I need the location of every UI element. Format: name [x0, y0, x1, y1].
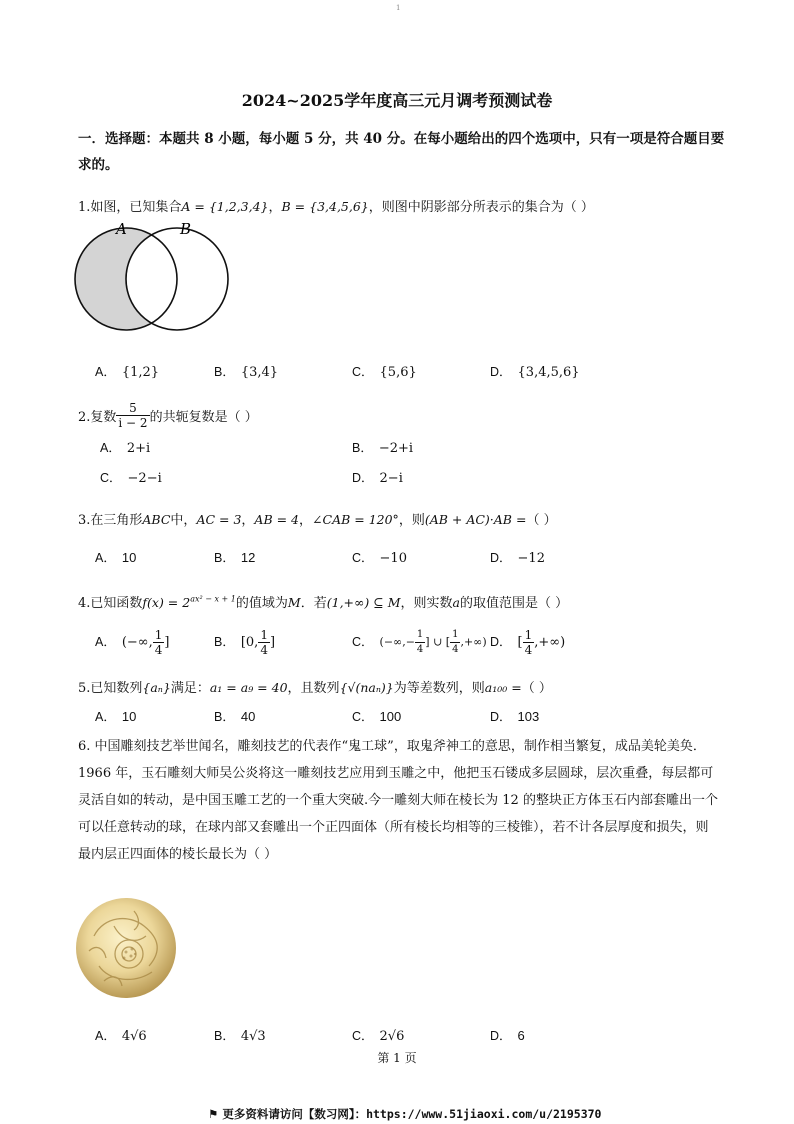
- q5-option-b[interactable]: B． 40: [214, 709, 256, 724]
- page-number: 第 1 页: [377, 1051, 417, 1065]
- question-4: 4.已知函数$f(x) = 2^{ax^2 - x + 1}$的值域为M．若(1,+∞) ⊆ M，则实数a的取值范围是（ ）: [78, 594, 569, 611]
- q4-function: f(x) = 2: [142, 595, 191, 610]
- q3-vector-expression: (AB + AC)·AB =: [424, 512, 527, 527]
- venn-label-a: A: [116, 220, 127, 238]
- q3-option-c[interactable]: C． −10: [352, 551, 407, 566]
- q5-option-c[interactable]: C． 100: [352, 709, 402, 724]
- venn-label-b: B: [180, 220, 192, 238]
- page-title: 2024~2025学年度高三元月调考预测试卷: [241, 91, 553, 110]
- q3-option-a[interactable]: A． 10: [95, 550, 137, 565]
- q4-option-c[interactable]: C． (−∞,− $\frac{1}{4}$ ] ∪ [ $\frac{1}{4}$ ,+∞): [352, 629, 487, 655]
- q1-option-c[interactable]: C． {5,6}: [352, 365, 417, 380]
- q1-prefix: 1.如图，已知集合: [78, 200, 182, 215]
- q2-suffix: 的共轭复数是（ ）: [149, 410, 258, 425]
- q2-option-d[interactable]: D． 2−i: [352, 471, 403, 486]
- q2-option-a[interactable]: A． 2+i: [100, 441, 151, 456]
- q2-fraction: $\frac{5}{i - 2}$: [118, 401, 148, 430]
- q5-option-d[interactable]: D． 103: [490, 709, 540, 724]
- q6-option-c[interactable]: C． 2√6: [352, 1029, 405, 1044]
- question-3: 3.在三角形ABC中，AC = 3，AB = 4，∠CAB = 120°，则(AB + AC)·AB =（ ）: [78, 512, 557, 528]
- footer-link[interactable]: [208, 1106, 601, 1122]
- q1-set-a: A = {1,2,3,4}: [181, 199, 269, 214]
- question-1: [78, 196, 594, 215]
- q4-option-b[interactable]: B． [0, $\frac{1}{4}$ ]: [214, 628, 276, 657]
- q1-option-a[interactable]: A． {1,2}: [95, 365, 160, 380]
- q6-option-b[interactable]: B． 4√3: [214, 1029, 266, 1044]
- section-heading: 一．选择题：本题共 8 小题，每小题 5 分，共 40 分。在每小题给出的四个选项中，只有一项是符合题目要求的。: [78, 131, 725, 173]
- q4-option-d[interactable]: D． [ $\frac{1}{4}$ ,+∞): [490, 628, 566, 657]
- q3-option-b[interactable]: B． 12: [214, 550, 256, 565]
- header-mark: 1: [396, 4, 401, 12]
- footer-text: 更多资料请访问【数习网】：https://www.51jiaoxi.com/u/2195370: [222, 1107, 602, 1121]
- q1-option-d[interactable]: D． {3,4,5,6}: [490, 365, 580, 380]
- q1-option-b[interactable]: B． {3,4}: [214, 365, 279, 380]
- q3-option-d[interactable]: D． −12: [490, 551, 545, 566]
- q2-prefix: 2.复数: [78, 410, 117, 425]
- question-5: 5.已知数列{aₙ}满足：a₁ = a₉ = 40，且数列{√(naₙ)}为等差数列，则a₁₀₀ =（ ）: [78, 680, 552, 696]
- q1-separator: ，: [268, 200, 282, 215]
- q5-option-a[interactable]: A． 10: [95, 709, 137, 724]
- q6-option-a[interactable]: A． 4√6: [95, 1029, 147, 1044]
- q1-set-b: B = {3,4,5,6}: [281, 199, 369, 214]
- q6-option-d[interactable]: D． 6: [490, 1028, 525, 1043]
- question-6: 6. 中国雕刻技艺举世闻名，雕刻技艺的代表作“鬼工球”，取鬼斧神工的意思，制作相当繁复，成品美轮美奂．1966 年，玉石雕刻大师吴公炎将这一雕刻技艺应用到玉雕之中，他把玉石镂成多层圆球，层次重叠，每层都可灵活自如的转动，是中国玉雕工艺的一个重大突破.今一雕刻大师在棱长为 12 的整块正方体玉石内部套雕出一个可以任意转动的球，在球内部又套雕出一个正四面体（所有棱长均相等的三棱锥），若不计各层厚度和损失，则最内层正四面体的棱长最长为（ ）: [78, 739, 718, 862]
- flag-icon: ⚑: [208, 1107, 223, 1121]
- q4-option-a[interactable]: A． (−∞, $\frac{1}{4}$ ]: [95, 628, 170, 657]
- q2-option-c[interactable]: C． −2−i: [100, 471, 162, 486]
- q1-suffix: ，则图中阴影部分所表示的集合为（ ）: [368, 200, 594, 215]
- venn-diagram: [70, 216, 240, 346]
- q2-option-b[interactable]: B． −2+i: [352, 441, 414, 456]
- carved-ball-image: [74, 896, 178, 1000]
- question-2: [78, 401, 258, 430]
